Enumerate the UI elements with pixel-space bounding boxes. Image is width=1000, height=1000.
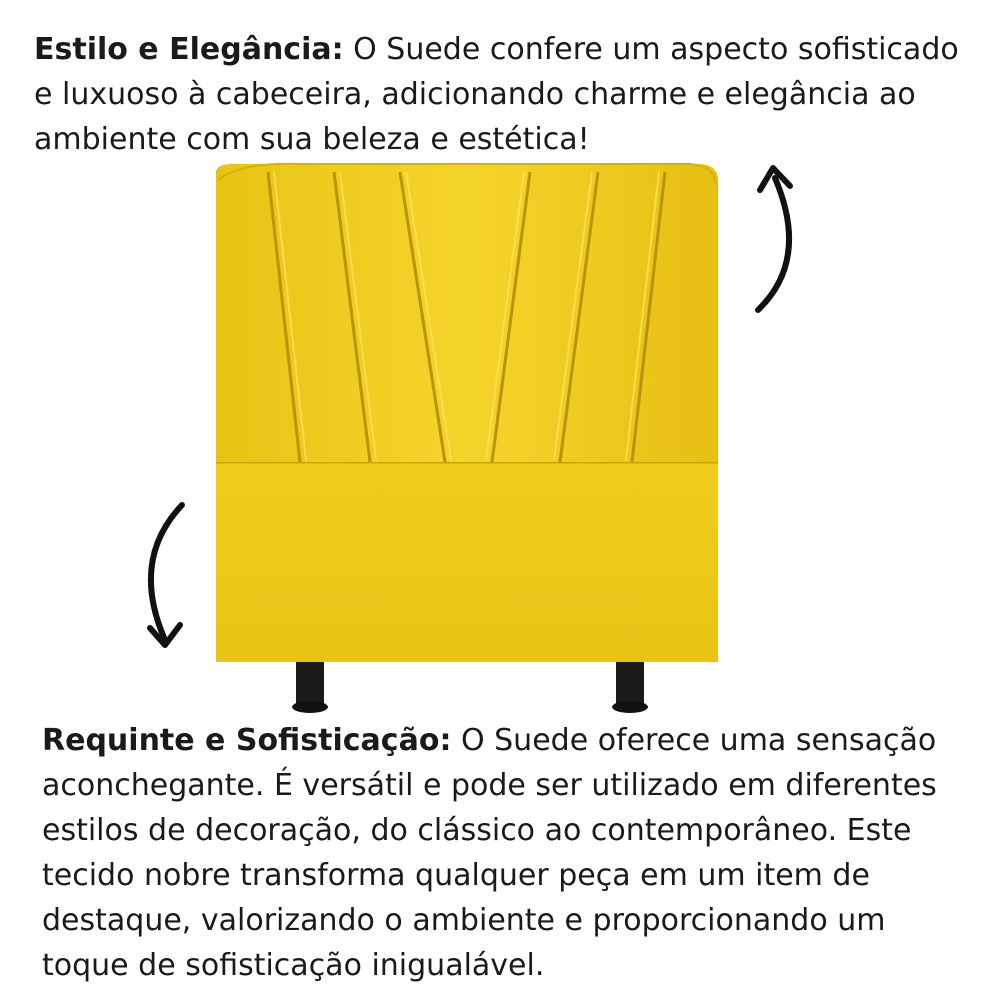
headboard-top-panel xyxy=(216,164,718,462)
left-leg xyxy=(296,655,324,707)
arrow-up-curved-icon xyxy=(758,168,790,310)
arrow-down-curved-icon xyxy=(150,505,182,645)
bottom-description xyxy=(42,718,972,988)
right-leg xyxy=(616,655,644,707)
top-heading: Estilo e Elegância: xyxy=(34,32,344,67)
headboard-base xyxy=(216,455,718,662)
bottom-heading: Requinte e Sofisticação: xyxy=(42,723,452,758)
bottom-body: O Suede oferece uma sensação aconchegante. É versátil e pode ser utilizado em diferentes estilos de decoração, do clássico ao contemporâneo. Este tecido nobre transforma qualquer peça em um item de destaque, valorizando o ambiente e proporcionando um toque de sofisticação inigualável. xyxy=(42,723,937,983)
top-body: O Suede confere um aspecto sofisticado e luxuoso à cabeceira, adicionando charme e elegância ao ambiente com sua beleza e estética! xyxy=(34,32,959,157)
headboard-legs xyxy=(292,655,648,713)
